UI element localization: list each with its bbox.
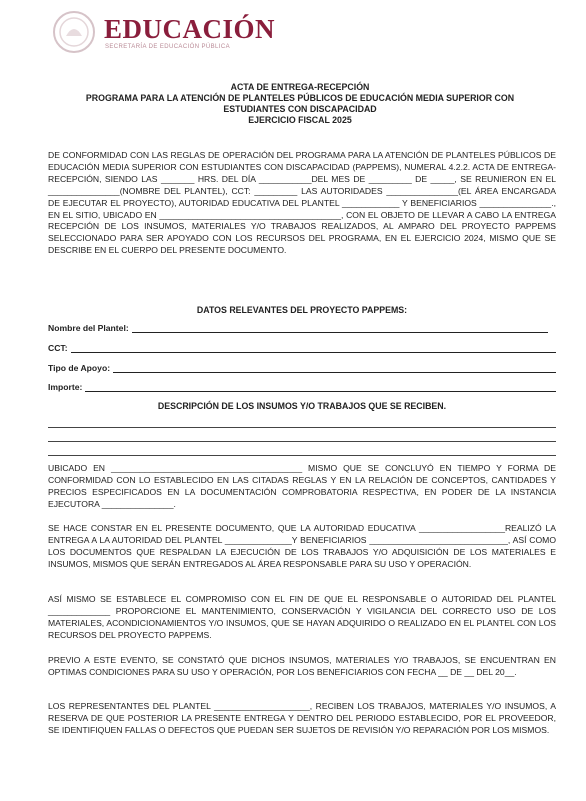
descripcion-line[interactable] (48, 441, 556, 442)
previo-paragraph: PREVIO A ESTE EVENTO, SE CONSTATÓ QUE DICHOS INSUMOS, MATERIALES Y/O TRABAJOS, SE ENCUENTRAN EN OPTIMAS CONDICIONES PARA SU USO Y OPERACIÓN, POR LOS BENEFICIARIOS CON FECHA __ DE __ DEL 20__. (48, 655, 556, 677)
compromiso-paragraph: ASÍ MISMO SE ESTABLECE EL COMPROMISO CON EL FIN DE QUE EL RESPONSABLE O AUTORIDAD DEL PLANTEL _____________ PROPORCIONE EL MANTENIMIENTO, CONSERVACIÓN Y VIGILANCIA DEL CORRECTO USO DE LOS MATERIALES, ACONDICIONAMIENTOS Y/O INSUMOS, QUE SE HAYAN ADQUIRIDO O REALIZADO EN EL PLANTEL CON LOS RECURSOS DEL PROYECTO PAPPEMS. (48, 594, 556, 640)
doc-title-line3: ESTUDIANTES CON DISCAPACIDAD (223, 104, 377, 114)
constancia-paragraph: SE HACE CONSTAR EN EL PRESENTE DOCUMENTO, QUE LA AUTORIDAD EDUCATIVA __________________REALIZÓ LA ENTREGA A LA AUTORIDAD DEL PLANTEL ______________Y BENEFICIARIOS _____________________________, ASÍ COMO LOS DOCUMENTOS QUE RESPALDAN LA EJECUCIÓN DE LOS TRABAJOS Y/O ADQUISICIÓN DE LOS MATERIALES E INSUMOS, MISMOS QUE SERÁN ENTREGADOS AL ÁREA RESPONSABLE PARA SU USO Y OPERACIÓN. (48, 523, 556, 569)
field-cct[interactable] (48, 342, 556, 353)
field-importe-line[interactable] (85, 382, 556, 392)
datos-title: DATOS RELEVANTES DEL PROYECTO PAPPEMS: (196, 305, 408, 315)
brand-subtitle: SECRETARÍA DE EDUCACIÓN PÚBLICA (105, 44, 230, 50)
header-logo (52, 10, 332, 58)
brand-name: EDUCACIÓN (104, 14, 276, 44)
field-nombre-plantel[interactable] (48, 322, 548, 333)
field-cct-label: CCT: (48, 343, 68, 353)
ubicado-paragraph: UBICADO EN ________________________________________ MISMO QUE SE CONCLUYÓ EN TIEMPO Y FORMA DE CONFORMIDAD CON LO ESTABLECIDO EN LAS CITADAS REGLAS Y EN LA RELACIÓN DE CONCEPTOS, CANTIDADES Y PRECIOS ESPECIFICADOS EN LA DOCUMENTACIÓN COMPROBATORIA RESPECTIVA, EN PODER DE LA INSTANCIA EJECUTORA _______________. (48, 463, 556, 509)
representantes-paragraph: LOS REPRESENTANTES DEL PLANTEL ____________________, RECIBEN LOS TRABAJOS, MATERIALES Y/O INSUMOS, A RESERVA DE QUE POSTERIOR LA PRESENTE ENTREGA Y DENTRO DEL PERIODO ESTABLECIDO, POR EL PROVEEDOR, SE IDENTIFIQUEN FALLAS O DEFECTOS QUE PUEDAN SER SUJETOS DE REVISIÓN Y/O REPARACIÓN POR LOS MISMOS. (48, 701, 556, 735)
field-nombre-line[interactable] (132, 323, 548, 333)
national-seal-icon (52, 10, 96, 54)
descripcion-line[interactable] (48, 455, 556, 456)
field-tipo-label: Tipo de Apoyo: (48, 363, 111, 373)
doc-title-line2: PROGRAMA PARA LA ATENCIÓN DE PLANTELES PÚBLICOS DE EDUCACIÓN MEDIA SUPERIOR CON (85, 93, 515, 103)
field-cct-line[interactable] (71, 343, 556, 353)
field-nombre-label: Nombre del Plantel: (48, 323, 129, 333)
field-importe[interactable] (48, 381, 556, 392)
field-importe-label: Importe: (48, 382, 83, 392)
field-tipo-line[interactable] (113, 363, 556, 373)
descripcion-title: DESCRIPCIÓN DE LOS INSUMOS Y/O TRABAJOS QUE SE RECIBEN. (157, 401, 447, 411)
doc-title-line1: ACTA DE ENTREGA-RECEPCIÓN (230, 82, 370, 92)
descripcion-line[interactable] (48, 427, 556, 428)
intro-paragraph: DE CONFORMIDAD CON LAS REGLAS DE OPERACIÓN DEL PROGRAMA PARA LA ATENCIÓN DE PLANTELES PÚBLICOS DE EDUCACIÓN MEDIA SUPERIOR CON ESTUDIANTES CON DISCAPACIDAD (PAPPEMS), NUMERAL 4.2.2. ACTA DE ENTREGA-RECEPCIÓN, SIENDO LAS _______ HRS. DEL DÍA ___________DEL MES DE _________ DE _____, SE REUNIERON EN EL _______________(NOMBRE DEL PLANTEL), CCT: _________ LAS AUTORIDADES _______________(EL ÁREA ENCARGADA DE EJECUTAR EL PROYECTO), AUTORIDAD EDUCATIVA DEL PLANTEL ____________ Y BENEFICIARIOS _______________., EN EL SITIO, UBICADO EN ______________________________________, CON EL OBJETO DE LLEVAR A CABO LA ENTREGA RECEPCIÓN DE LOS INSUMOS, MATERIALES Y/O TRABAJOS REALIZADOS, AL AMPARO DEL PROYECTO PAPPEMS SELECCIONADO PARA SER APOYADO CON LOS RECURSOS DEL PROGRAMA, EN EL EJERCICIO 2024, MISMO QUE SE DESCRIBE EN EL CUERPO DEL PRESENTE DOCUMENTO. (48, 150, 556, 256)
field-tipo-apoyo[interactable] (48, 362, 556, 373)
doc-title-line4: EJERCICIO FISCAL 2025 (248, 115, 352, 125)
